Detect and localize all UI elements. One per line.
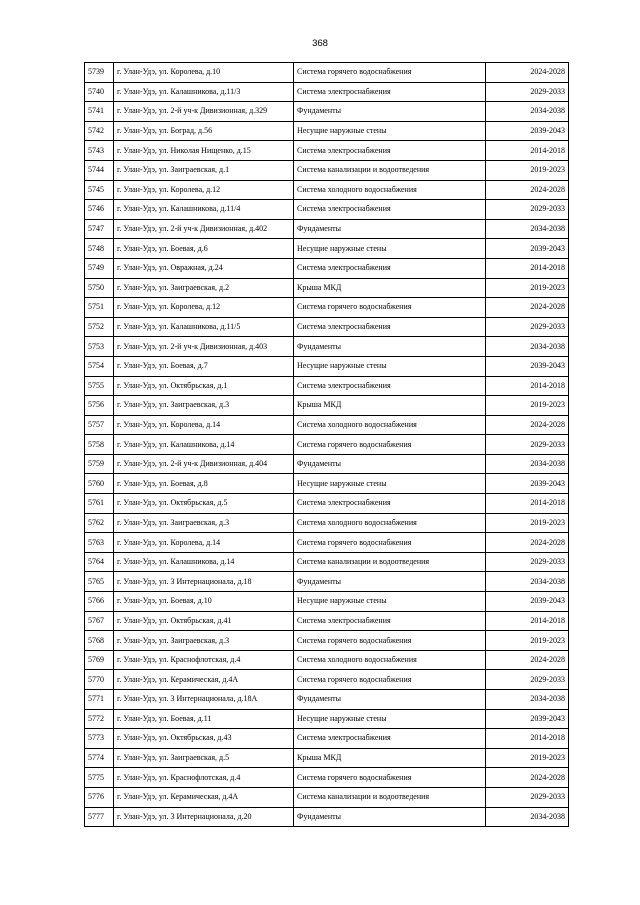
period-cell: 2029-2033: [486, 435, 569, 455]
period-cell: 2034-2038: [486, 572, 569, 592]
work-type-cell: Система холодного водоснабжения: [294, 415, 486, 435]
table-row: [85, 298, 569, 318]
row-number-cell: 5747: [85, 219, 114, 239]
table-row: [85, 474, 569, 494]
period-cell: 2029-2033: [486, 787, 569, 807]
period-cell: 2034-2038: [486, 454, 569, 474]
table-row: [85, 180, 569, 200]
row-number-cell: 5745: [85, 180, 114, 200]
address-cell: г. Улан-Удэ, ул. Боевая, д.11: [114, 709, 294, 729]
table-row: [85, 709, 569, 729]
work-type-cell: Крыша МКД: [294, 396, 486, 416]
work-type-cell: Несущие наружные стены: [294, 239, 486, 259]
table-row: [85, 317, 569, 337]
work-type-cell: Фундаменты: [294, 102, 486, 122]
row-number-cell: 5756: [85, 396, 114, 416]
period-cell: 2034-2038: [486, 102, 569, 122]
address-cell: г. Улан-Удэ, ул. Калашникова, д.11/4: [114, 200, 294, 220]
table-row: [85, 572, 569, 592]
address-cell: г. Улан-Удэ, ул. Королева, д.14: [114, 533, 294, 553]
period-cell: 2039-2043: [486, 709, 569, 729]
period-cell: 2024-2028: [486, 298, 569, 318]
table-row: [85, 533, 569, 553]
table-row: [85, 435, 569, 455]
row-number-cell: 5762: [85, 513, 114, 533]
row-number-cell: 5775: [85, 768, 114, 788]
table-row: [85, 592, 569, 612]
table-row: [85, 807, 569, 827]
row-number-cell: 5774: [85, 748, 114, 768]
table-row: [85, 376, 569, 396]
row-number-cell: 5743: [85, 141, 114, 161]
work-type-cell: Система горячего водоснабжения: [294, 768, 486, 788]
work-type-cell: Фундаменты: [294, 690, 486, 710]
table-row: [85, 787, 569, 807]
table-row: [85, 396, 569, 416]
work-type-cell: Крыша МКД: [294, 278, 486, 298]
table-row: [85, 748, 569, 768]
table-row: [85, 258, 569, 278]
period-cell: 2039-2043: [486, 239, 569, 259]
row-number-cell: 5754: [85, 356, 114, 376]
row-number-cell: 5752: [85, 317, 114, 337]
period-cell: 2019-2023: [486, 631, 569, 651]
row-number-cell: 5753: [85, 337, 114, 357]
address-cell: г. Улан-Удэ, ул. Боевая, д.7: [114, 356, 294, 376]
address-cell: г. Улан-Удэ, ул. Королева, д.10: [114, 63, 294, 83]
row-number-cell: 5768: [85, 631, 114, 651]
table-row: [85, 82, 569, 102]
table-row: [85, 611, 569, 631]
work-type-cell: Несущие наружные стены: [294, 474, 486, 494]
table-row: [85, 670, 569, 690]
row-number-cell: 5740: [85, 82, 114, 102]
work-type-cell: Фундаменты: [294, 807, 486, 827]
period-cell: 2034-2038: [486, 690, 569, 710]
row-number-cell: 5771: [85, 690, 114, 710]
table-row: [85, 102, 569, 122]
table-row: [85, 494, 569, 514]
table-row: [85, 552, 569, 572]
row-number-cell: 5761: [85, 494, 114, 514]
table-row: [85, 768, 569, 788]
period-cell: 2039-2043: [486, 356, 569, 376]
work-type-cell: Система канализации и водоотведения: [294, 160, 486, 180]
address-cell: г. Улан-Удэ, ул. Октябрьская, д.43: [114, 729, 294, 749]
row-number-cell: 5760: [85, 474, 114, 494]
row-number-cell: 5741: [85, 102, 114, 122]
address-cell: г. Улан-Удэ, ул. Заиграевская, д.1: [114, 160, 294, 180]
address-cell: г. Улан-Удэ, ул. Заиграевская, д.3: [114, 513, 294, 533]
address-cell: г. Улан-Удэ, ул. Королева, д.14: [114, 415, 294, 435]
period-cell: 2024-2028: [486, 533, 569, 553]
work-type-cell: Система электроснабжения: [294, 494, 486, 514]
period-cell: 2024-2028: [486, 180, 569, 200]
table-row: [85, 729, 569, 749]
address-cell: г. Улан-Удэ, ул. Калашникова, д.14: [114, 435, 294, 455]
period-cell: 2029-2033: [486, 82, 569, 102]
address-cell: г. Улан-Удэ, ул. 3 Интернационала, д.18: [114, 572, 294, 592]
row-number-cell: 5765: [85, 572, 114, 592]
address-cell: г. Улан-Удэ, ул. Октябрьская, д.5: [114, 494, 294, 514]
work-type-cell: Крыша МКД: [294, 748, 486, 768]
work-type-cell: Система электроснабжения: [294, 611, 486, 631]
work-type-cell: Несущие наружные стены: [294, 121, 486, 141]
work-type-cell: Система горячего водоснабжения: [294, 631, 486, 651]
work-type-cell: Фундаменты: [294, 337, 486, 357]
period-cell: 2029-2033: [486, 670, 569, 690]
work-type-cell: Система электроснабжения: [294, 258, 486, 278]
address-cell: г. Улан-Удэ, ул. Краснофлотская, д.4: [114, 650, 294, 670]
period-cell: 2029-2033: [486, 200, 569, 220]
row-number-cell: 5773: [85, 729, 114, 749]
address-cell: г. Улан-Удэ, ул. Боевая, д.8: [114, 474, 294, 494]
work-type-cell: Система горячего водоснабжения: [294, 435, 486, 455]
row-number-cell: 5755: [85, 376, 114, 396]
work-type-cell: Система холодного водоснабжения: [294, 180, 486, 200]
table-row: [85, 513, 569, 533]
period-cell: 2019-2023: [486, 748, 569, 768]
address-cell: г. Улан-Удэ, ул. Калашникова, д.11/5: [114, 317, 294, 337]
period-cell: 2019-2023: [486, 278, 569, 298]
row-number-cell: 5748: [85, 239, 114, 259]
row-number-cell: 5770: [85, 670, 114, 690]
table-row: [85, 337, 569, 357]
work-type-cell: Система канализации и водоотведения: [294, 552, 486, 572]
address-cell: г. Улан-Удэ, ул. 3 Интернационала, д.20: [114, 807, 294, 827]
address-cell: г. Улан-Удэ, ул. Боград, д.56: [114, 121, 294, 141]
period-cell: 2014-2018: [486, 376, 569, 396]
period-cell: 2039-2043: [486, 592, 569, 612]
address-cell: г. Улан-Удэ, ул. Овражная, д.24: [114, 258, 294, 278]
work-type-cell: Система канализации и водоотведения: [294, 787, 486, 807]
address-cell: г. Улан-Удэ, ул. 2-й уч-к Дивизионная, д.329: [114, 102, 294, 122]
period-cell: 2019-2023: [486, 396, 569, 416]
row-number-cell: 5750: [85, 278, 114, 298]
table-row: [85, 160, 569, 180]
work-type-cell: Фундаменты: [294, 454, 486, 474]
row-number-cell: 5769: [85, 650, 114, 670]
row-number-cell: 5746: [85, 200, 114, 220]
work-type-cell: Система электроснабжения: [294, 317, 486, 337]
address-cell: г. Улан-Удэ, ул. Заиграевская, д.5: [114, 748, 294, 768]
period-cell: 2014-2018: [486, 729, 569, 749]
address-cell: г. Улан-Удэ, ул. Николая Нищенко, д.15: [114, 141, 294, 161]
registry-table: [84, 62, 569, 827]
period-cell: 2014-2018: [486, 141, 569, 161]
work-type-cell: Система электроснабжения: [294, 729, 486, 749]
work-type-cell: Несущие наружные стены: [294, 592, 486, 612]
period-cell: 2029-2033: [486, 317, 569, 337]
work-type-cell: Система горячего водоснабжения: [294, 63, 486, 83]
work-type-cell: Система электроснабжения: [294, 200, 486, 220]
period-cell: 2014-2018: [486, 258, 569, 278]
period-cell: 2024-2028: [486, 63, 569, 83]
address-cell: г. Улан-Удэ, ул. Керамическая, д.4А: [114, 787, 294, 807]
period-cell: 2034-2038: [486, 219, 569, 239]
period-cell: 2024-2028: [486, 415, 569, 435]
work-type-cell: Система горячего водоснабжения: [294, 533, 486, 553]
work-type-cell: Система электроснабжения: [294, 376, 486, 396]
row-number-cell: 5751: [85, 298, 114, 318]
table-row: [85, 200, 569, 220]
period-cell: 2014-2018: [486, 611, 569, 631]
address-cell: г. Улан-Удэ, ул. 2-й уч-к Дивизионная, д.402: [114, 219, 294, 239]
row-number-cell: 5757: [85, 415, 114, 435]
row-number-cell: 5777: [85, 807, 114, 827]
work-type-cell: Система электроснабжения: [294, 82, 486, 102]
page-number: 368: [312, 38, 328, 49]
row-number-cell: 5749: [85, 258, 114, 278]
row-number-cell: 5767: [85, 611, 114, 631]
address-cell: г. Улан-Удэ, ул. 2-й уч-к Дивизионная, д.404: [114, 454, 294, 474]
address-cell: г. Улан-Удэ, ул. Краснофлотская, д.4: [114, 768, 294, 788]
address-cell: г. Улан-Удэ, ул. Калашникова, д.14: [114, 552, 294, 572]
address-cell: г. Улан-Удэ, ул. Керамическая, д.4А: [114, 670, 294, 690]
row-number-cell: 5772: [85, 709, 114, 729]
row-number-cell: 5759: [85, 454, 114, 474]
period-cell: 2014-2018: [486, 494, 569, 514]
row-number-cell: 5764: [85, 552, 114, 572]
address-cell: г. Улан-Удэ, ул. Заиграевская, д.3: [114, 396, 294, 416]
work-type-cell: Несущие наружные стены: [294, 356, 486, 376]
work-type-cell: Система горячего водоснабжения: [294, 298, 486, 318]
address-cell: г. Улан-Удэ, ул. 2-й уч-к Дивизионная, д.403: [114, 337, 294, 357]
period-cell: 2019-2023: [486, 160, 569, 180]
period-cell: 2034-2038: [486, 807, 569, 827]
table-row: [85, 454, 569, 474]
row-number-cell: 5742: [85, 121, 114, 141]
work-type-cell: Система холодного водоснабжения: [294, 513, 486, 533]
table-row: [85, 415, 569, 435]
row-number-cell: 5744: [85, 160, 114, 180]
table-row: [85, 650, 569, 670]
period-cell: 2024-2028: [486, 768, 569, 788]
work-type-cell: Несущие наружные стены: [294, 709, 486, 729]
table-row: [85, 278, 569, 298]
table-row: [85, 141, 569, 161]
address-cell: г. Улан-Удэ, ул. Королева, д.12: [114, 180, 294, 200]
period-cell: 2024-2028: [486, 650, 569, 670]
table-row: [85, 63, 569, 83]
period-cell: 2029-2033: [486, 552, 569, 572]
table-row: [85, 690, 569, 710]
period-cell: 2034-2038: [486, 337, 569, 357]
registry-table-body: [85, 63, 569, 827]
period-cell: 2019-2023: [486, 513, 569, 533]
address-cell: г. Улан-Удэ, ул. Октябрьская, д.41: [114, 611, 294, 631]
work-type-cell: Система электроснабжения: [294, 141, 486, 161]
row-number-cell: 5776: [85, 787, 114, 807]
address-cell: г. Улан-Удэ, ул. Королева, д.12: [114, 298, 294, 318]
row-number-cell: 5739: [85, 63, 114, 83]
row-number-cell: 5763: [85, 533, 114, 553]
address-cell: г. Улан-Удэ, ул. 3 Интернационала, д.18А: [114, 690, 294, 710]
table-row: [85, 356, 569, 376]
work-type-cell: Система холодного водоснабжения: [294, 650, 486, 670]
address-cell: г. Улан-Удэ, ул. Заиграевская, д.2: [114, 278, 294, 298]
row-number-cell: 5758: [85, 435, 114, 455]
work-type-cell: Система горячего водоснабжения: [294, 670, 486, 690]
table-row: [85, 239, 569, 259]
row-number-cell: 5766: [85, 592, 114, 612]
address-cell: г. Улан-Удэ, ул. Октябрьская, д.1: [114, 376, 294, 396]
work-type-cell: Фундаменты: [294, 219, 486, 239]
table-row: [85, 121, 569, 141]
address-cell: г. Улан-Удэ, ул. Заиграевская, д.3: [114, 631, 294, 651]
address-cell: г. Улан-Удэ, ул. Боевая, д.6: [114, 239, 294, 259]
period-cell: 2039-2043: [486, 474, 569, 494]
address-cell: г. Улан-Удэ, ул. Калашникова, д.11/3: [114, 82, 294, 102]
table-row: [85, 631, 569, 651]
table-row: [85, 219, 569, 239]
work-type-cell: Фундаменты: [294, 572, 486, 592]
address-cell: г. Улан-Удэ, ул. Боевая, д.10: [114, 592, 294, 612]
period-cell: 2039-2043: [486, 121, 569, 141]
